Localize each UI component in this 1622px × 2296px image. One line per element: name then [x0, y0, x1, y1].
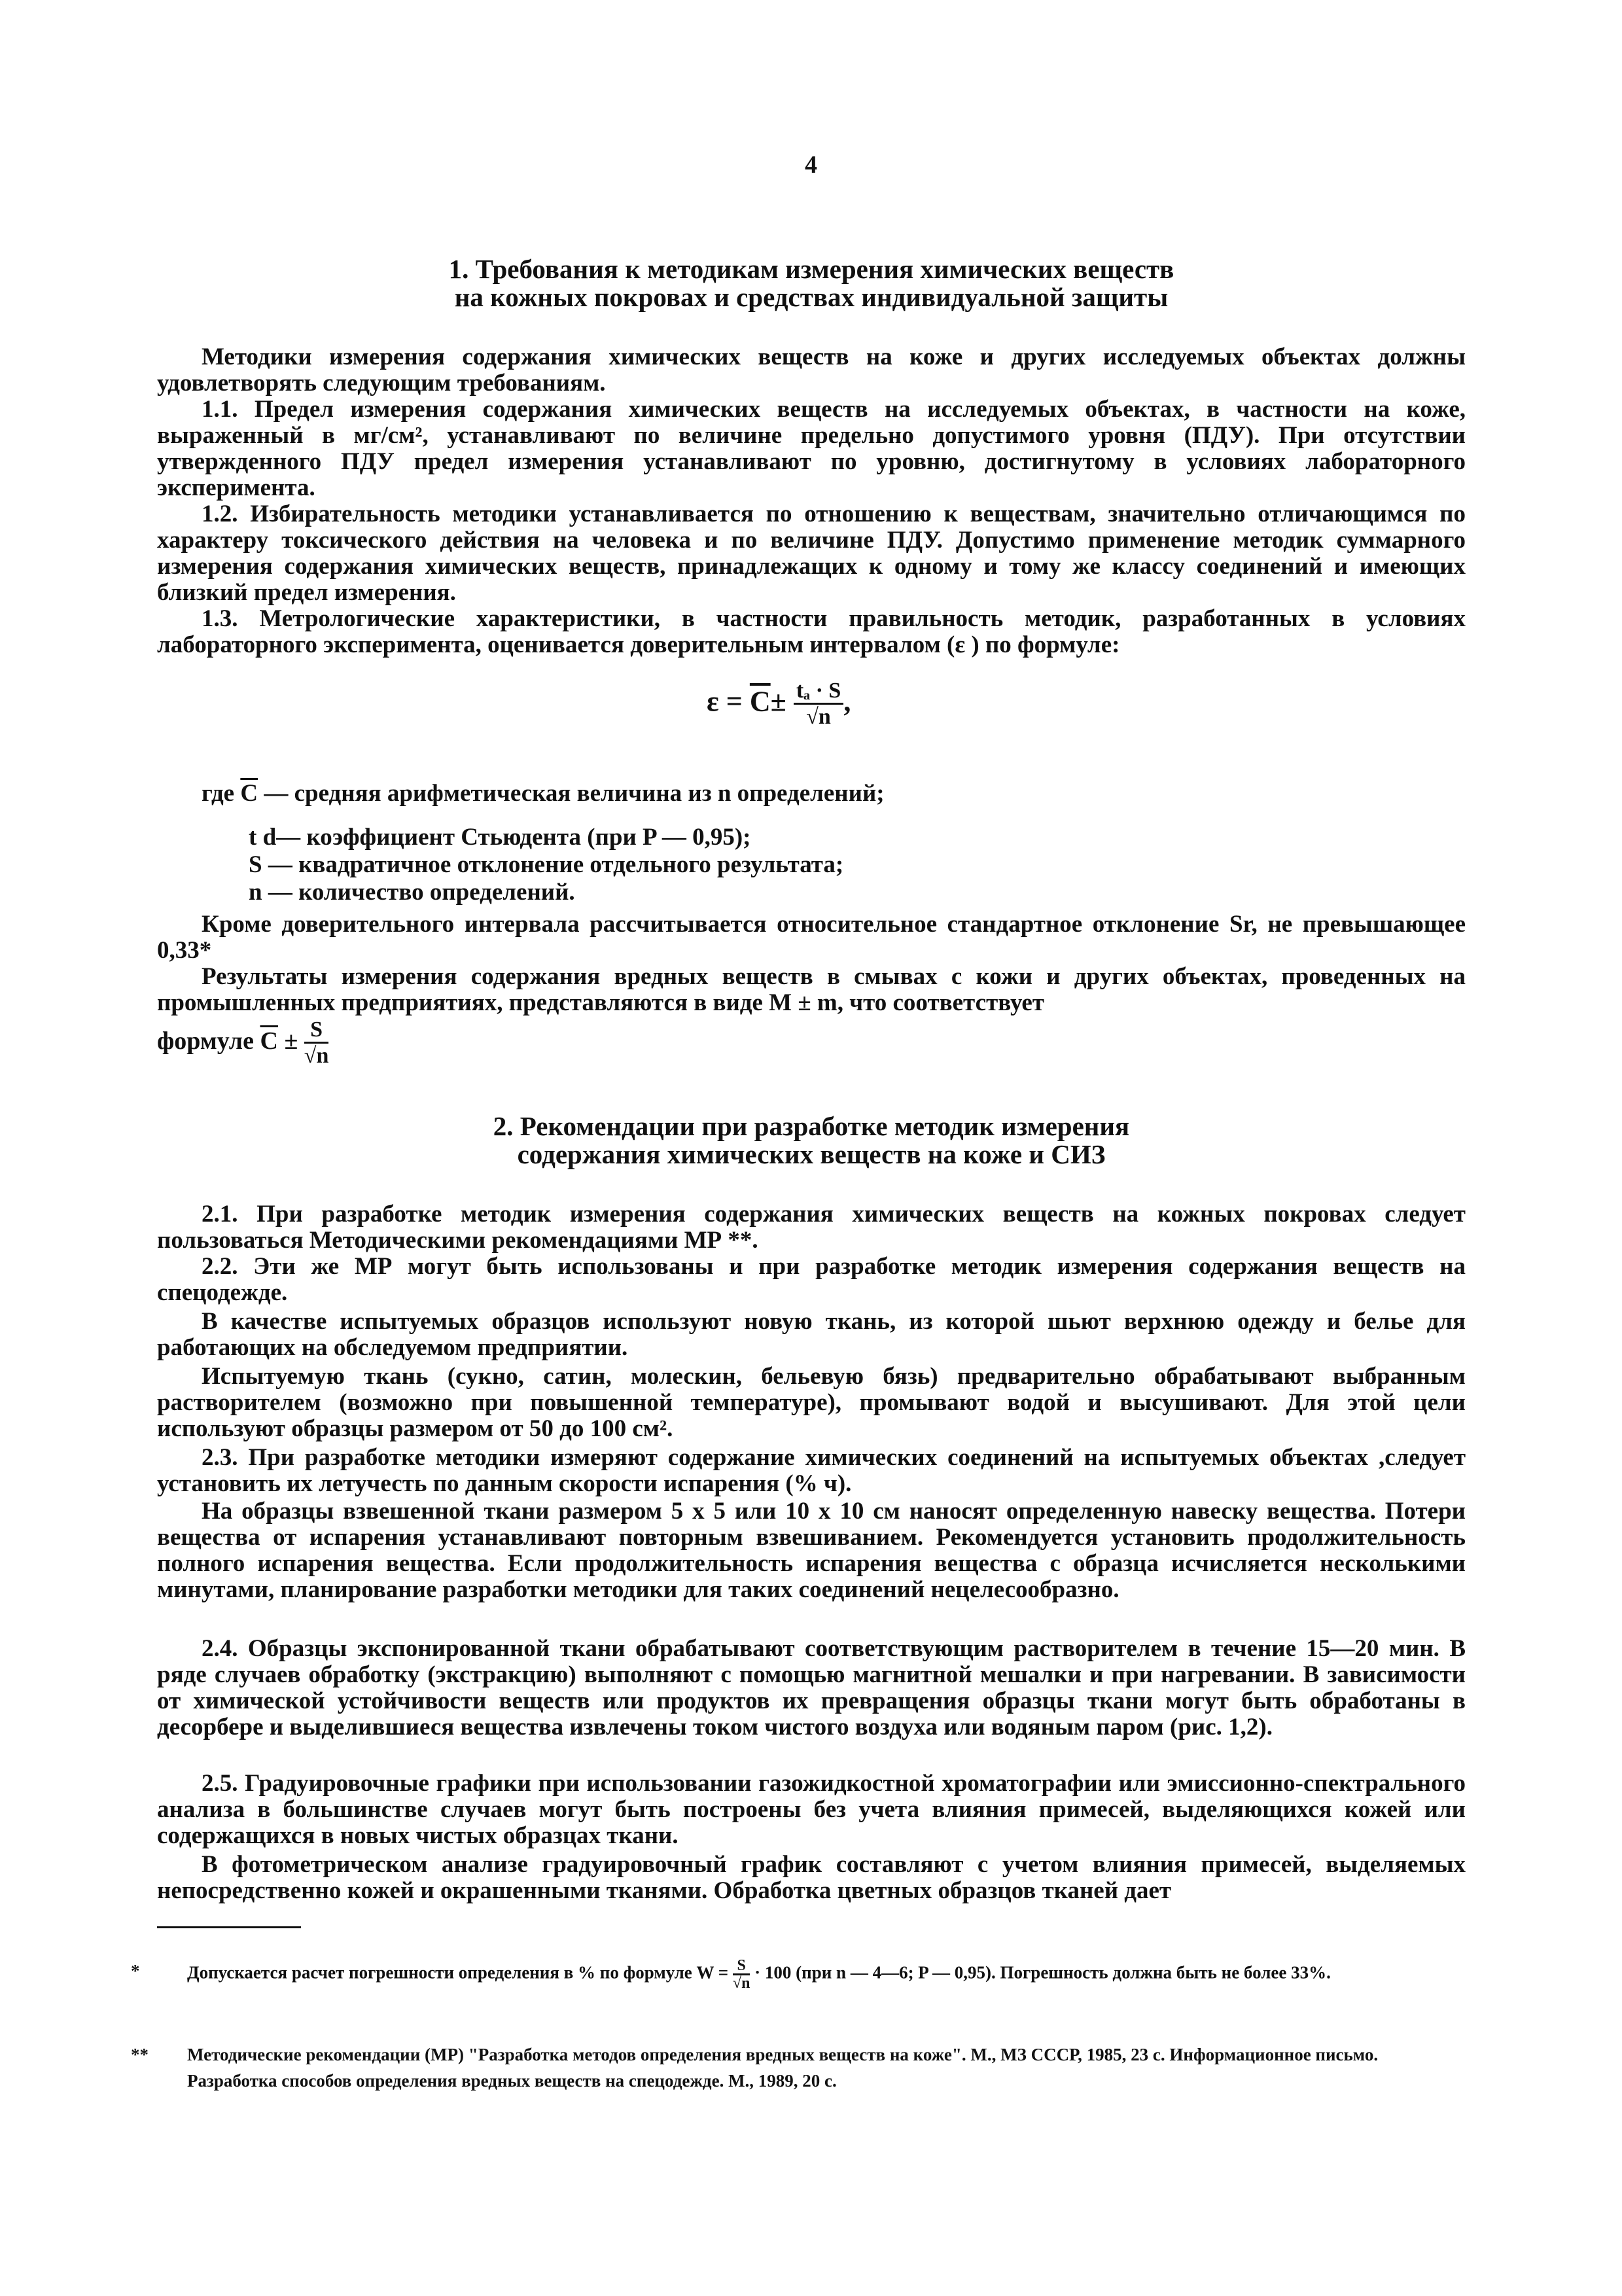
paragraph-results: Результаты измерения содержания вредных веществ в смывах с кожи и других объектах, проведенных на промышленных предприятиях, представляются в виде M ± m, что соответствует	[157, 963, 1466, 1016]
section-2-heading	[157, 1112, 1466, 1169]
paragraph-2-5: 2.5. Градуировочные графики при использовании газожидкостной хроматографии или эмиссионно-спектрального анализа в большинстве случаев могут быть построены без учета влияния примесей, выделяющихся кожей или содержащихся в новых чистых образцах ткани.	[157, 1770, 1466, 1849]
paragraph-1-3: 1.3. Метрологические характеристики, в частности правильность методик, разработанных в условиях лабораторного эксперимента, оценивается доверительным интервалом (ε ) по формуле:	[157, 605, 1466, 658]
footnote-2-text: Методические рекомендации (МР) "Разработка методов определения вредных веществ на коже". М., МЗ СССР, 1985, 23 с. Информационное письмо. Разработка способов определения вредных веществ на спецодежде. М., 1989, 20 с.	[187, 2045, 1379, 2091]
section-1-title-line-1: 1. Требования к методикам измерения химических веществ	[448, 254, 1174, 284]
where-clause	[202, 781, 1445, 807]
paragraph-relative-deviation: Кроме доверительного интервала рассчитывается относительное стандартное отклонение Sr, не превышающее 0,33*	[157, 911, 1466, 964]
paragraph-1-2: 1.2. Избирательность методики устанавливается по отношению к веществам, значительно отличающимся по характеру токсического действия на человека и по величине ПДУ. Допустимо применение методик суммарного измерения содержания химических веществ, принадлежащих к одному и тому же классу соединений и имеющих близкий предел измерения.	[157, 501, 1466, 606]
paragraph-2-2a: В качестве испытуемых образцов используют новую ткань, из которой шьют верхнюю одежду и белье для работающих на обследуемом предприятии.	[157, 1308, 1466, 1361]
section-1-title-line-2: на кожных покровах и средствах индивидуальной защиты	[454, 282, 1169, 312]
formula2-plus-minus: ±	[277, 1027, 304, 1055]
formula2-mean-c: $\overline{C}$	[260, 1027, 278, 1055]
paragraph-2-3: 2.3. При разработке методики измеряют содержание химических соединений на испытуемых объектах ,следует установить их летучесть по данным скорости испарения (% ч).	[157, 1444, 1466, 1497]
section-1-heading	[157, 255, 1466, 311]
definition-s: S — квадратичное отклонение отдельного результата;	[249, 851, 844, 878]
footnote-2	[131, 2041, 1472, 2094]
footnote-1	[131, 1958, 1472, 1991]
formula-fraction	[794, 679, 844, 730]
footnote-1-numerator: S	[733, 1958, 750, 1975]
paragraph-2-2: 2.2. Эти же МР могут быть использованы и при разработке методик измерения содержания веществ на спецодежде.	[157, 1253, 1466, 1306]
footnote-1-mark: *	[131, 1961, 140, 1981]
paragraph-2-3a: На образцы взвешенной ткани размером 5 x 5 или 10 x 10 см наносят определенную навеску вещества. Потери вещества от испарения устанавливают повторным взвешиванием. Рекомендуется установить продолжительность полного испарения вещества. Если продолжительность испарения вещества с образца исчисляется несколькими минутами, планирование разработки методики для таких соединений нецелесообразно.	[157, 1498, 1466, 1603]
confidence-interval-formula	[707, 679, 851, 730]
footnote-1-denominator: √n	[732, 1975, 750, 1992]
paragraph-2-4: 2.4. Образцы экспонированной ткани обрабатывают соответствующим растворителем в течение 15—20 мин. В ряде случаев обработку (экстракцию) выполняют с помощью магнитной мешалки и при нагревании. В зависимости от химической устойчивости веществ или продуктов их превращения образцы ткани могут быть обработаны в десорбере и выделившиеся вещества извлечены током чистого воздуха или водяным паром (рис. 1,2).	[157, 1635, 1466, 1740]
paragraph-2-2b: Испытуемую ткань (сукно, сатин, молескин, бельевую бязь) предварительно обрабатывают выбранным растворителем (возможно при повышенной температуре), промывают водой и высушивают. Для этой цели используют образцы размером от 50 до 100 см².	[157, 1363, 1466, 1442]
formula-denominator: √n	[806, 705, 831, 729]
where-prefix: где	[202, 780, 241, 807]
footnote-1-text-b: · 100 (при n — 4—6; P — 0,95). Погрешность должна быть не более 33%.	[750, 1962, 1331, 1983]
footnote-2-mark: **	[131, 2045, 149, 2064]
footnote-1-text-a: Допускается расчет погрешности определения в % по формуле W =	[187, 1962, 733, 1983]
formula-plus-minus: ±	[770, 685, 794, 718]
symbol-definitions	[249, 824, 1459, 907]
page-number: 4	[805, 151, 817, 179]
formula2-fraction	[304, 1018, 329, 1069]
paragraph-2-1: 2.1. При разработке методик измерения содержания химических веществ на кожных покровах следует пользоваться Методическими рекомендациями МР **.	[157, 1201, 1466, 1254]
definition-n: n — количество определений.	[249, 879, 575, 906]
where-mean-definition: — средняя арифметическая величина из n определений;	[258, 780, 885, 807]
formula2-numerator: S	[304, 1018, 329, 1044]
footnote-1-fraction	[733, 1958, 750, 1991]
formula-numerator: tₐ · S	[794, 679, 844, 705]
formula-epsilon: ε =	[707, 685, 750, 718]
formula2-denominator: √n	[304, 1044, 329, 1068]
paragraph-1-1: 1.1. Предел измерения содержания химических веществ на исследуемых объектах, в частности на коже, выраженный в мг/см², устанавливают по величине предельно допустимого уровня (ПДУ). При отсутствии утвержденного ПДУ предел измерения устанавливают по уровню, достигнутому в условиях лабораторного эксперимента.	[157, 396, 1466, 501]
section-2-title-line-2: содержания химических веществ на коже и СИЗ	[517, 1139, 1106, 1169]
definition-t: t d— коэффициент Стьюдента (при P — 0,95);	[249, 824, 751, 851]
section-1-intro: Методики измерения содержания химических веществ на коже и других исследуемых объектах должны удовлетворять следующим требованиям.	[157, 344, 1466, 397]
formula-m-plus-minus	[157, 1018, 328, 1069]
paragraph-2-5a: В фотометрическом анализе градуировочный график составляют с учетом влияния примесей, выделяемых непосредственно кожей и окрашенными тканями. Обработка цветных образцов тканей дает	[157, 1851, 1466, 1904]
where-mean-c: $\overline{C}$	[240, 780, 258, 807]
section-2-title-line-1: 2. Рекомендации при разработке методик измерения	[493, 1111, 1130, 1141]
footnote-separator	[157, 1926, 301, 1928]
formula-mean-c: $\overline{C}$	[749, 685, 771, 718]
formula-comma: ,	[843, 685, 851, 718]
formula2-prefix: формуле	[157, 1027, 260, 1055]
